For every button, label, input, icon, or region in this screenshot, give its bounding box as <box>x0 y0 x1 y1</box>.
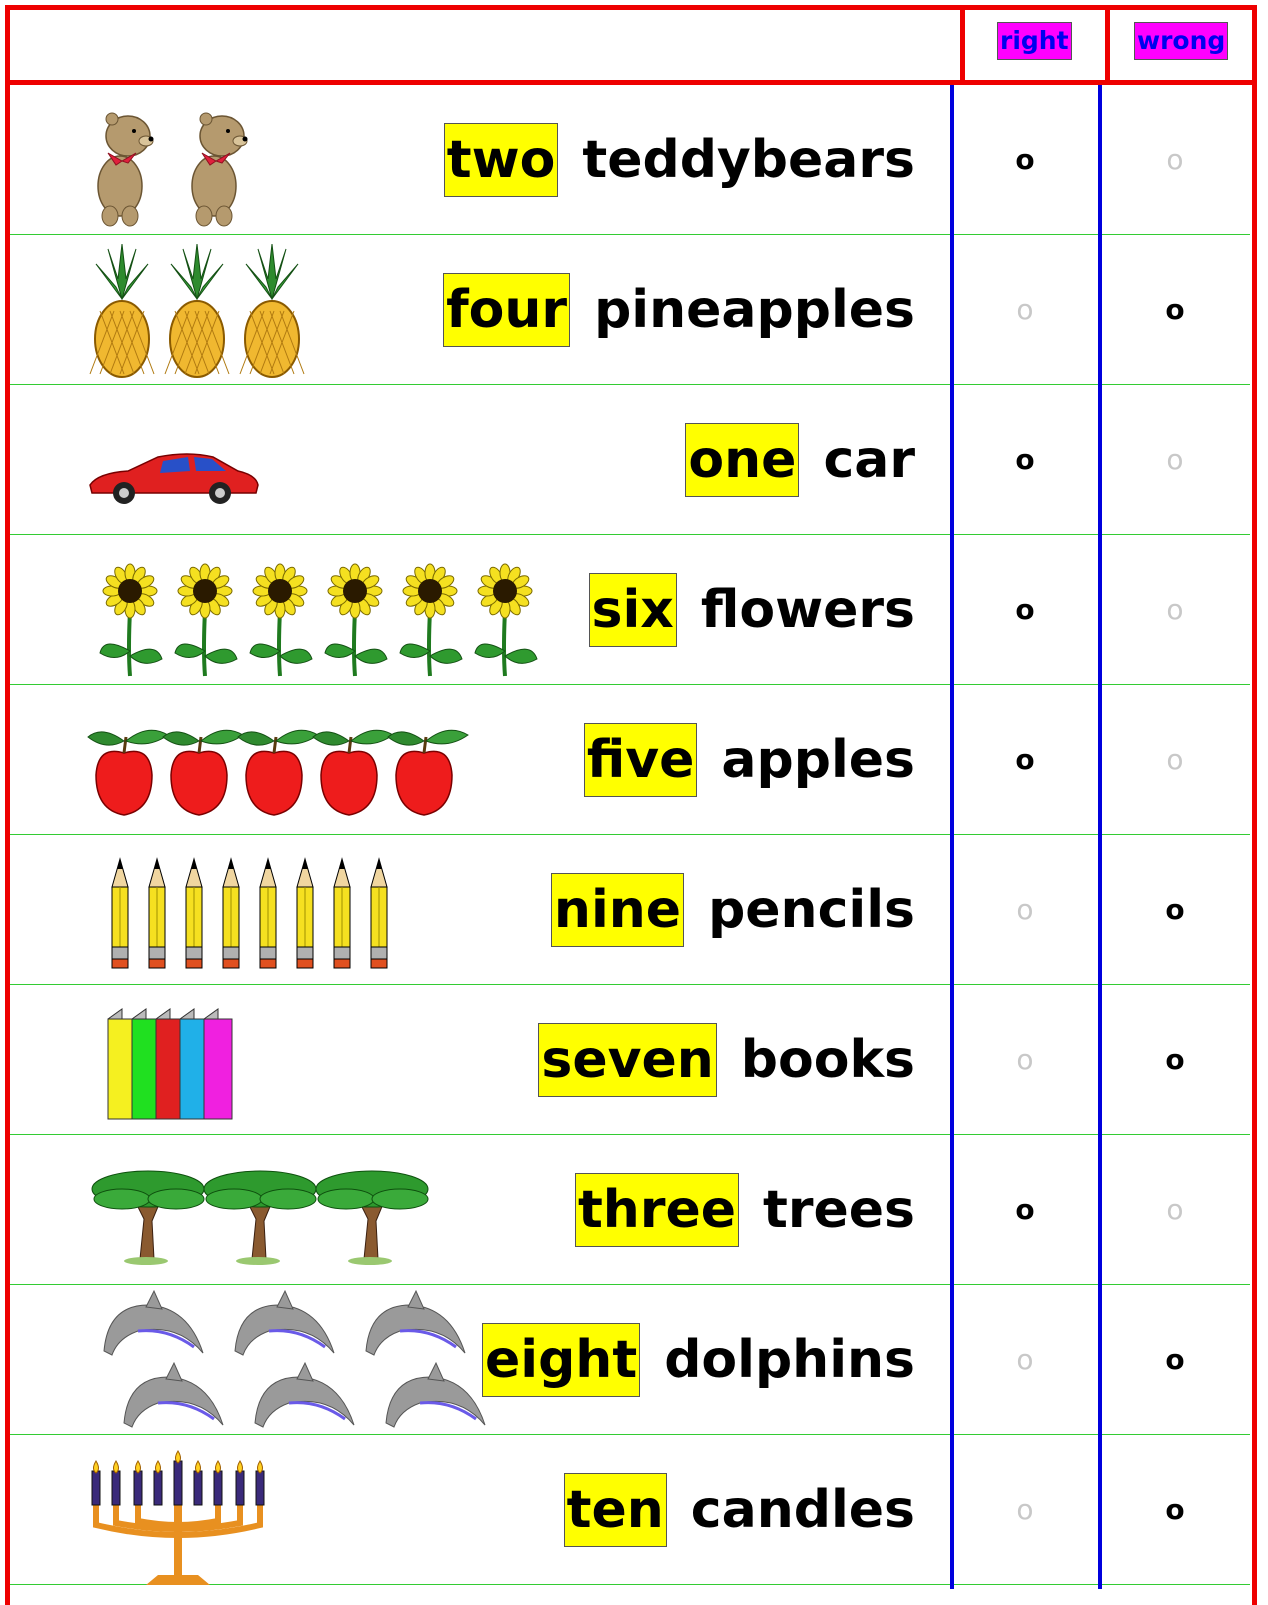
pencil-icon <box>112 859 128 968</box>
candle-icon <box>194 1461 202 1505</box>
car-icon <box>90 454 258 504</box>
sunflower-icon <box>325 564 387 676</box>
sunflower-icon <box>175 564 237 676</box>
number-word: one <box>685 423 799 497</box>
sunflower-icon <box>400 564 462 676</box>
wrong-column-header <box>1110 5 1252 80</box>
question-row <box>10 985 1250 1135</box>
number-phrase <box>551 835 915 984</box>
number-word: nine <box>551 873 684 947</box>
tree-icon <box>92 1171 204 1265</box>
pineapple-icon <box>165 244 229 377</box>
pencil-picture <box>88 835 548 984</box>
teddy-bear-icon <box>192 113 248 226</box>
number-word: four <box>443 273 570 347</box>
right-choice-marker[interactable]: o <box>1015 443 1035 476</box>
right-choice-marker[interactable]: o <box>1016 893 1034 926</box>
dolphin-picture <box>88 1285 548 1434</box>
number-phrase <box>444 85 915 234</box>
apple-icon <box>238 730 318 815</box>
right-column-header <box>960 5 1110 80</box>
number-word: three <box>575 1173 739 1247</box>
right-choice-marker[interactable]: o <box>1016 1043 1034 1076</box>
candle-icon <box>236 1461 244 1505</box>
candle-icon <box>134 1461 142 1505</box>
tree-icon <box>204 1171 316 1265</box>
number-word: ten <box>564 1473 667 1547</box>
wrong-choice-marker[interactable]: o <box>1166 743 1184 776</box>
tree-picture <box>88 1135 548 1284</box>
pineapple-icon <box>90 244 154 377</box>
question-row <box>10 1285 1250 1435</box>
candle-icon <box>174 1451 182 1505</box>
right-choice-marker[interactable]: o <box>1016 1493 1034 1526</box>
right-choice-marker[interactable]: o <box>1016 1343 1034 1376</box>
candle-icon <box>214 1461 222 1505</box>
right-choice-marker[interactable]: o <box>1015 743 1035 776</box>
wrong-column-divider <box>1098 85 1102 1589</box>
sunflower-picture <box>88 535 548 684</box>
question-row <box>10 835 1250 985</box>
wrong-choice-marker[interactable]: o <box>1166 1193 1184 1226</box>
number-phrase <box>564 1435 915 1584</box>
dolphin-icon <box>235 1291 334 1355</box>
right-label: right <box>997 22 1072 60</box>
candle-icon <box>112 1461 120 1505</box>
pencil-icon <box>334 859 350 968</box>
wrong-choice-marker[interactable]: o <box>1166 593 1184 626</box>
number-word: seven <box>538 1023 716 1097</box>
pineapple-icon <box>240 244 304 377</box>
candle-icon <box>154 1461 162 1505</box>
right-choice-marker[interactable]: o <box>1015 593 1035 626</box>
question-row <box>10 535 1250 685</box>
number-phrase <box>443 235 915 384</box>
question-row <box>10 1435 1250 1585</box>
sunflower-icon <box>100 564 162 676</box>
number-word: two <box>444 123 559 197</box>
wrong-choice-marker[interactable]: o <box>1166 443 1184 476</box>
sunflower-icon <box>475 564 537 676</box>
pencil-icon <box>223 859 239 968</box>
pencil-icon <box>371 859 387 968</box>
car-picture <box>88 385 548 534</box>
tree-icon <box>316 1171 428 1265</box>
noun-word: pineapples <box>594 279 915 340</box>
answer-header <box>5 5 1257 85</box>
dolphin-icon <box>124 1363 223 1427</box>
apple-icon <box>388 730 468 815</box>
wrong-choice-marker[interactable]: o <box>1165 893 1185 926</box>
pencil-icon <box>149 859 165 968</box>
number-word: five <box>584 723 698 797</box>
number-word: six <box>589 573 677 647</box>
candle-icon <box>256 1461 264 1505</box>
right-choice-marker[interactable]: o <box>1015 1193 1035 1226</box>
question-row <box>10 385 1250 535</box>
dolphin-icon <box>366 1291 465 1355</box>
apple-icon <box>313 730 393 815</box>
pencil-icon <box>297 859 313 968</box>
right-column-divider <box>950 85 954 1589</box>
right-choice-marker[interactable]: o <box>1015 143 1035 176</box>
dolphin-icon <box>386 1363 485 1427</box>
noun-word: trees <box>763 1179 915 1240</box>
wrong-choice-marker[interactable]: o <box>1165 1493 1185 1526</box>
apple-icon <box>163 730 243 815</box>
teddy-bear-icon <box>98 113 154 226</box>
book-picture <box>88 985 548 1134</box>
book-icon <box>204 1009 232 1119</box>
dolphin-icon <box>255 1363 354 1427</box>
apple-picture <box>88 685 548 834</box>
noun-word: dolphins <box>664 1329 915 1390</box>
sunflower-icon <box>250 564 312 676</box>
question-row <box>10 1135 1250 1285</box>
noun-word: candles <box>690 1479 915 1540</box>
number-phrase <box>584 685 915 834</box>
wrong-label: wrong <box>1134 22 1228 60</box>
number-word: eight <box>482 1323 640 1397</box>
question-row <box>10 235 1250 385</box>
dolphin-icon <box>104 1291 203 1355</box>
wrong-choice-marker[interactable]: o <box>1166 143 1184 176</box>
wrong-choice-marker[interactable]: o <box>1165 1043 1185 1076</box>
noun-word: flowers <box>700 579 915 640</box>
noun-word: pencils <box>708 879 915 940</box>
apple-icon <box>88 730 168 815</box>
right-choice-marker[interactable]: o <box>1016 293 1034 326</box>
wrong-choice-marker[interactable]: o <box>1165 293 1185 326</box>
number-phrase <box>685 385 915 534</box>
candle-picture <box>88 1435 548 1584</box>
noun-word: car <box>823 429 915 490</box>
question-row <box>10 685 1250 835</box>
question-row <box>10 85 1250 235</box>
number-phrase <box>482 1285 915 1434</box>
noun-word: teddybears <box>582 129 915 190</box>
wrong-choice-marker[interactable]: o <box>1165 1343 1185 1376</box>
number-phrase <box>575 1135 915 1284</box>
number-phrase <box>538 985 915 1134</box>
pencil-icon <box>260 859 276 968</box>
pencil-icon <box>186 859 202 968</box>
noun-word: books <box>740 1029 915 1090</box>
number-phrase <box>589 535 916 684</box>
noun-word: apples <box>721 729 915 790</box>
